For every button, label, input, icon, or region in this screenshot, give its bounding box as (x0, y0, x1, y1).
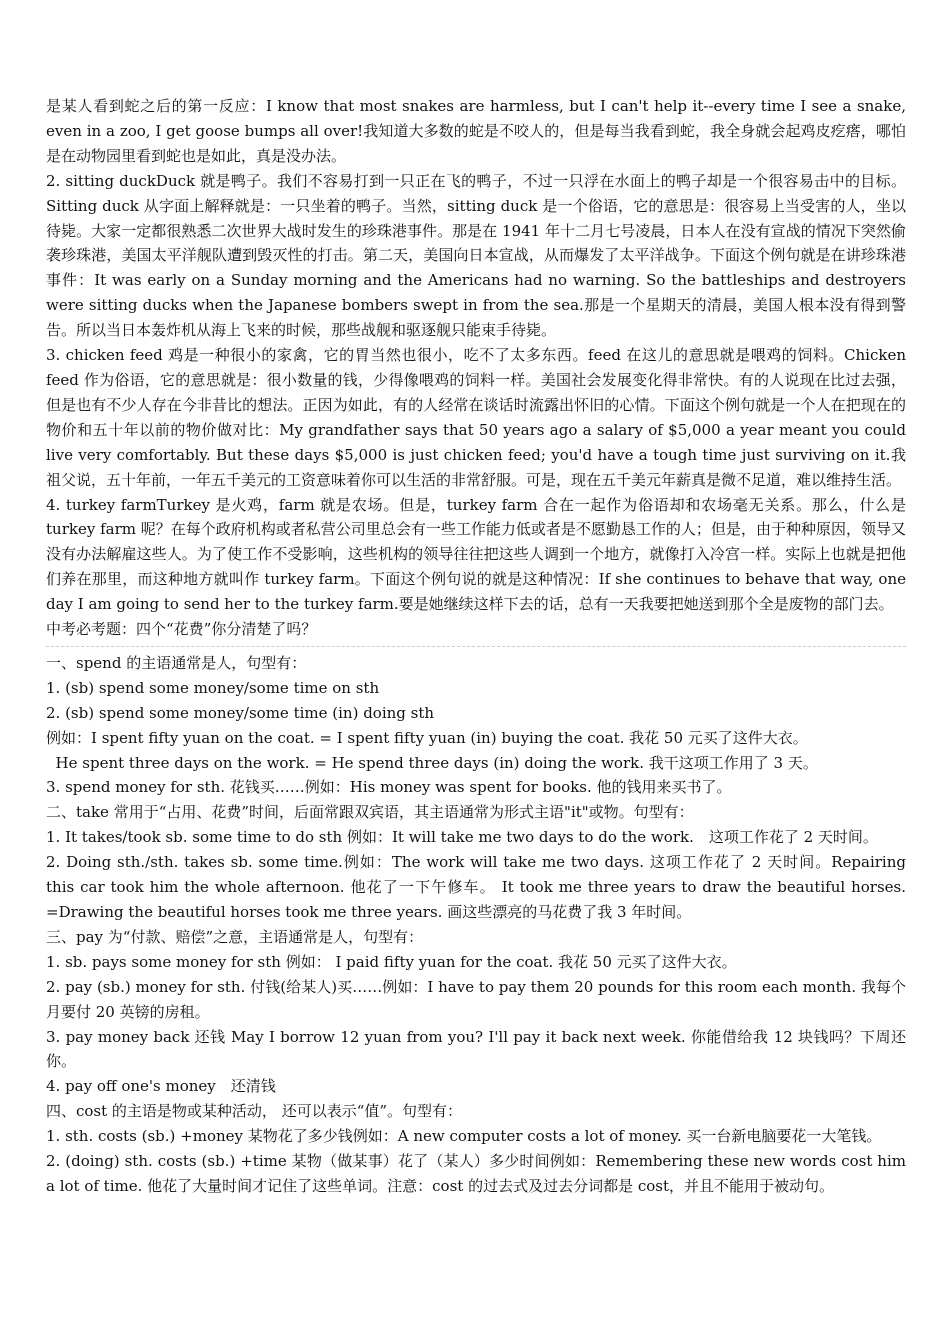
article-paragraph-sitting-duck: 2. sitting duckDuck 就是鸭子。我们不容易打到一只正在飞的鸭子，不过一只浮在水面上的鸭子却是一个很容易击中的目标。Sitting duck 从字面上解释就是：一只坐着的鸭子。当然，sitting duck 是一个俗语，它的意思是：很容易上当受害的人，坐以待毙。大家一定都很熟悉二次世界大战时发生的珍珠港事件。那是在 1941 年十二月七号凌晨，日本人在没有宣战的情况下突然偷袭珍珠港，美国太平洋舰队遭到毁灭性的打击。第二天，美国向日本宣战，从而爆发了太平洋战争。下面这个例句就是在讲珍珠港事件：It was early on a Sunday morning and the Americans had no warning. So the battleships and destroyers were sitting ducks when the Japanese bombers swept in from the sea.那是一个星期天的清晨，美国人根本没有得到警告。所以当日本轰炸机从海上飞来的时候，那些战舰和驱逐舰只能束手待毙。 (46, 171, 911, 340)
section-heading-spend-words: 中考必考题：四个“花费”你分清楚了吗？ (46, 620, 317, 639)
section-divider (46, 646, 906, 647)
grammar-line: 2. (doing) sth. costs (sb.) +time 某物（做某事）花了（某人）多少时间例如：Remembering these new words cost him a lot of time. 他花了大量时间才记住了这些单词。注意：cost 的过去式及过去分词都是 cost，并且不能用于被动句。 (46, 1152, 911, 1195)
grammar-heading-spend: 一、spend 的主语通常是人，句型有： (46, 653, 307, 672)
grammar-line: 4. pay off one's money 还清钱 (46, 1077, 276, 1096)
article-paragraph-chicken-feed: 3. chicken feed 鸡是一种很小的家禽，它的胃当然也很小，吃不了太多东西。feed 在这儿的意思就是喂鸡的饲料。Chicken feed 作为俗语，它的意思就是：很小数量的钱，少得像喂鸡的饲料一样。美国社会发展变化得非常快。有的人说现在比过去强，但是也有不少人存在今非昔比的想法。正因为如此，有的人经常在谈话时流露出怀旧的心情。下面这个例句就是一个人在把现在的物价和五十年以前的物价做对比：My grandfather says that 50 years ago a salary of $5,000 a year meant you could live very comfortably. But these days $5,000 is just chicken feed; you'd have a tough time just surviving on it.我祖父说，五十年前，一年五千美元的工资意味着你可以生活的非常舒服。可是，现在五千美元年薪真是微不足道，难以维持生活。 (46, 346, 911, 489)
grammar-heading-take: 二、take 常用于“占用、花费”时间，后面常跟双宾语，其主语通常为形式主语"it"或物。句型有： (46, 803, 694, 822)
grammar-line: 2. pay (sb.) money for sth. 付钱(给某人)买……例如：I have to pay them 20 pounds for this room each month. 我每个月要付 20 英镑的房租。 (46, 977, 906, 1021)
grammar-line: 1. (sb) spend some money/some time on sth (46, 678, 380, 697)
grammar-line: 2. (sb) spend some money/some time (in) doing sth (46, 703, 435, 722)
grammar-line: 1. It takes/took sb. some time to do sth 例如：It will take me two days to do the work. 这项工作花了 2 天时间。 (46, 828, 878, 847)
grammar-example: He spent three days on the work. = He spend three days (in) doing the work. 我干这项工作用了 3 天。 (46, 753, 818, 772)
grammar-line: 1. sb. pays some money for sth 例如： I paid fifty yuan for the coat. 我花 50 元买了这件大衣。 (46, 952, 737, 971)
article-paragraph-snake-reaction: 是某人看到蛇之后的第一反应：I know that most snakes are harmless, but I can't help it--every time I see a snake, even in a zoo, I get goose bumps all over!我知道大多数的蛇是不咬人的，但是每当我看到蛇，我全身就会起鸡皮疙瘩，哪怕是在动物园里看到蛇也是如此，真是没办法。 (46, 97, 911, 165)
idioms-article (46, 94, 911, 642)
grammar-line: 2. Doing sth./sth. takes sb. some time.例如：The work will take me two days. 这项工作花了 2 天时间。Repairing this car took him the whole afternoon. 他花了一下午修车。 It took me three years to draw the beautiful horses. =Drawing the beautiful horses took me three years. 画这些漂亮的马花费了我 3 年时间。 (46, 853, 911, 921)
grammar-example: 例如：I spent fifty yuan on the coat. = I spent fifty yuan (in) buying the coat. 我花 50 元买了这件大衣。 (46, 728, 808, 747)
article-paragraph-turkey-farm: 4. turkey farmTurkey 是火鸡，farm 就是农场。但是，turkey farm 合在一起作为俗语却和农场毫无关系。那么，什么是 turkey farm 呢？在每个政府机构或者私营公司里总会有一些工作能力低或者是不愿勤恳工作的人；但是，由于种种原因，领导又没有办法解雇这些人。为了使工作不受影响，这些机构的领导往往把这些人调到一个地方，就像打入冷宫一样。实际上也就是把他们养在那里，而这种地方就叫作 turkey farm。下面这个例句说的就是这种情况：If she continues to behave that way, one day I am going to send her to the turkey farm.要是她继续这样下去的话，总有一天我要把她送到那个全是废物的部门去。 (46, 495, 911, 614)
grammar-line: 3. spend money for sth. 花钱买……例如：His money was spent for books. 他的钱用来买书了。 (46, 778, 732, 797)
document-page (46, 94, 911, 1199)
grammar-heading-cost: 四、cost 的主语是物或某种活动， 还可以表示“值”。句型有： (46, 1102, 463, 1121)
grammar-notes (46, 651, 911, 1199)
grammar-heading-pay: 三、pay 为“付款、赔偿”之意，主语通常是人，句型有： (46, 927, 424, 946)
grammar-line: 3. pay money back 还钱 May I borrow 12 yuan from you? I'll pay it back next week. 你能借给我 12 块钱吗？下周还你。 (46, 1027, 906, 1071)
grammar-line: 1. sth. costs (sb.) +money 某物花了多少钱例如：A new computer costs a lot of money. 买一台新电脑要花一大笔钱。 (46, 1127, 882, 1146)
